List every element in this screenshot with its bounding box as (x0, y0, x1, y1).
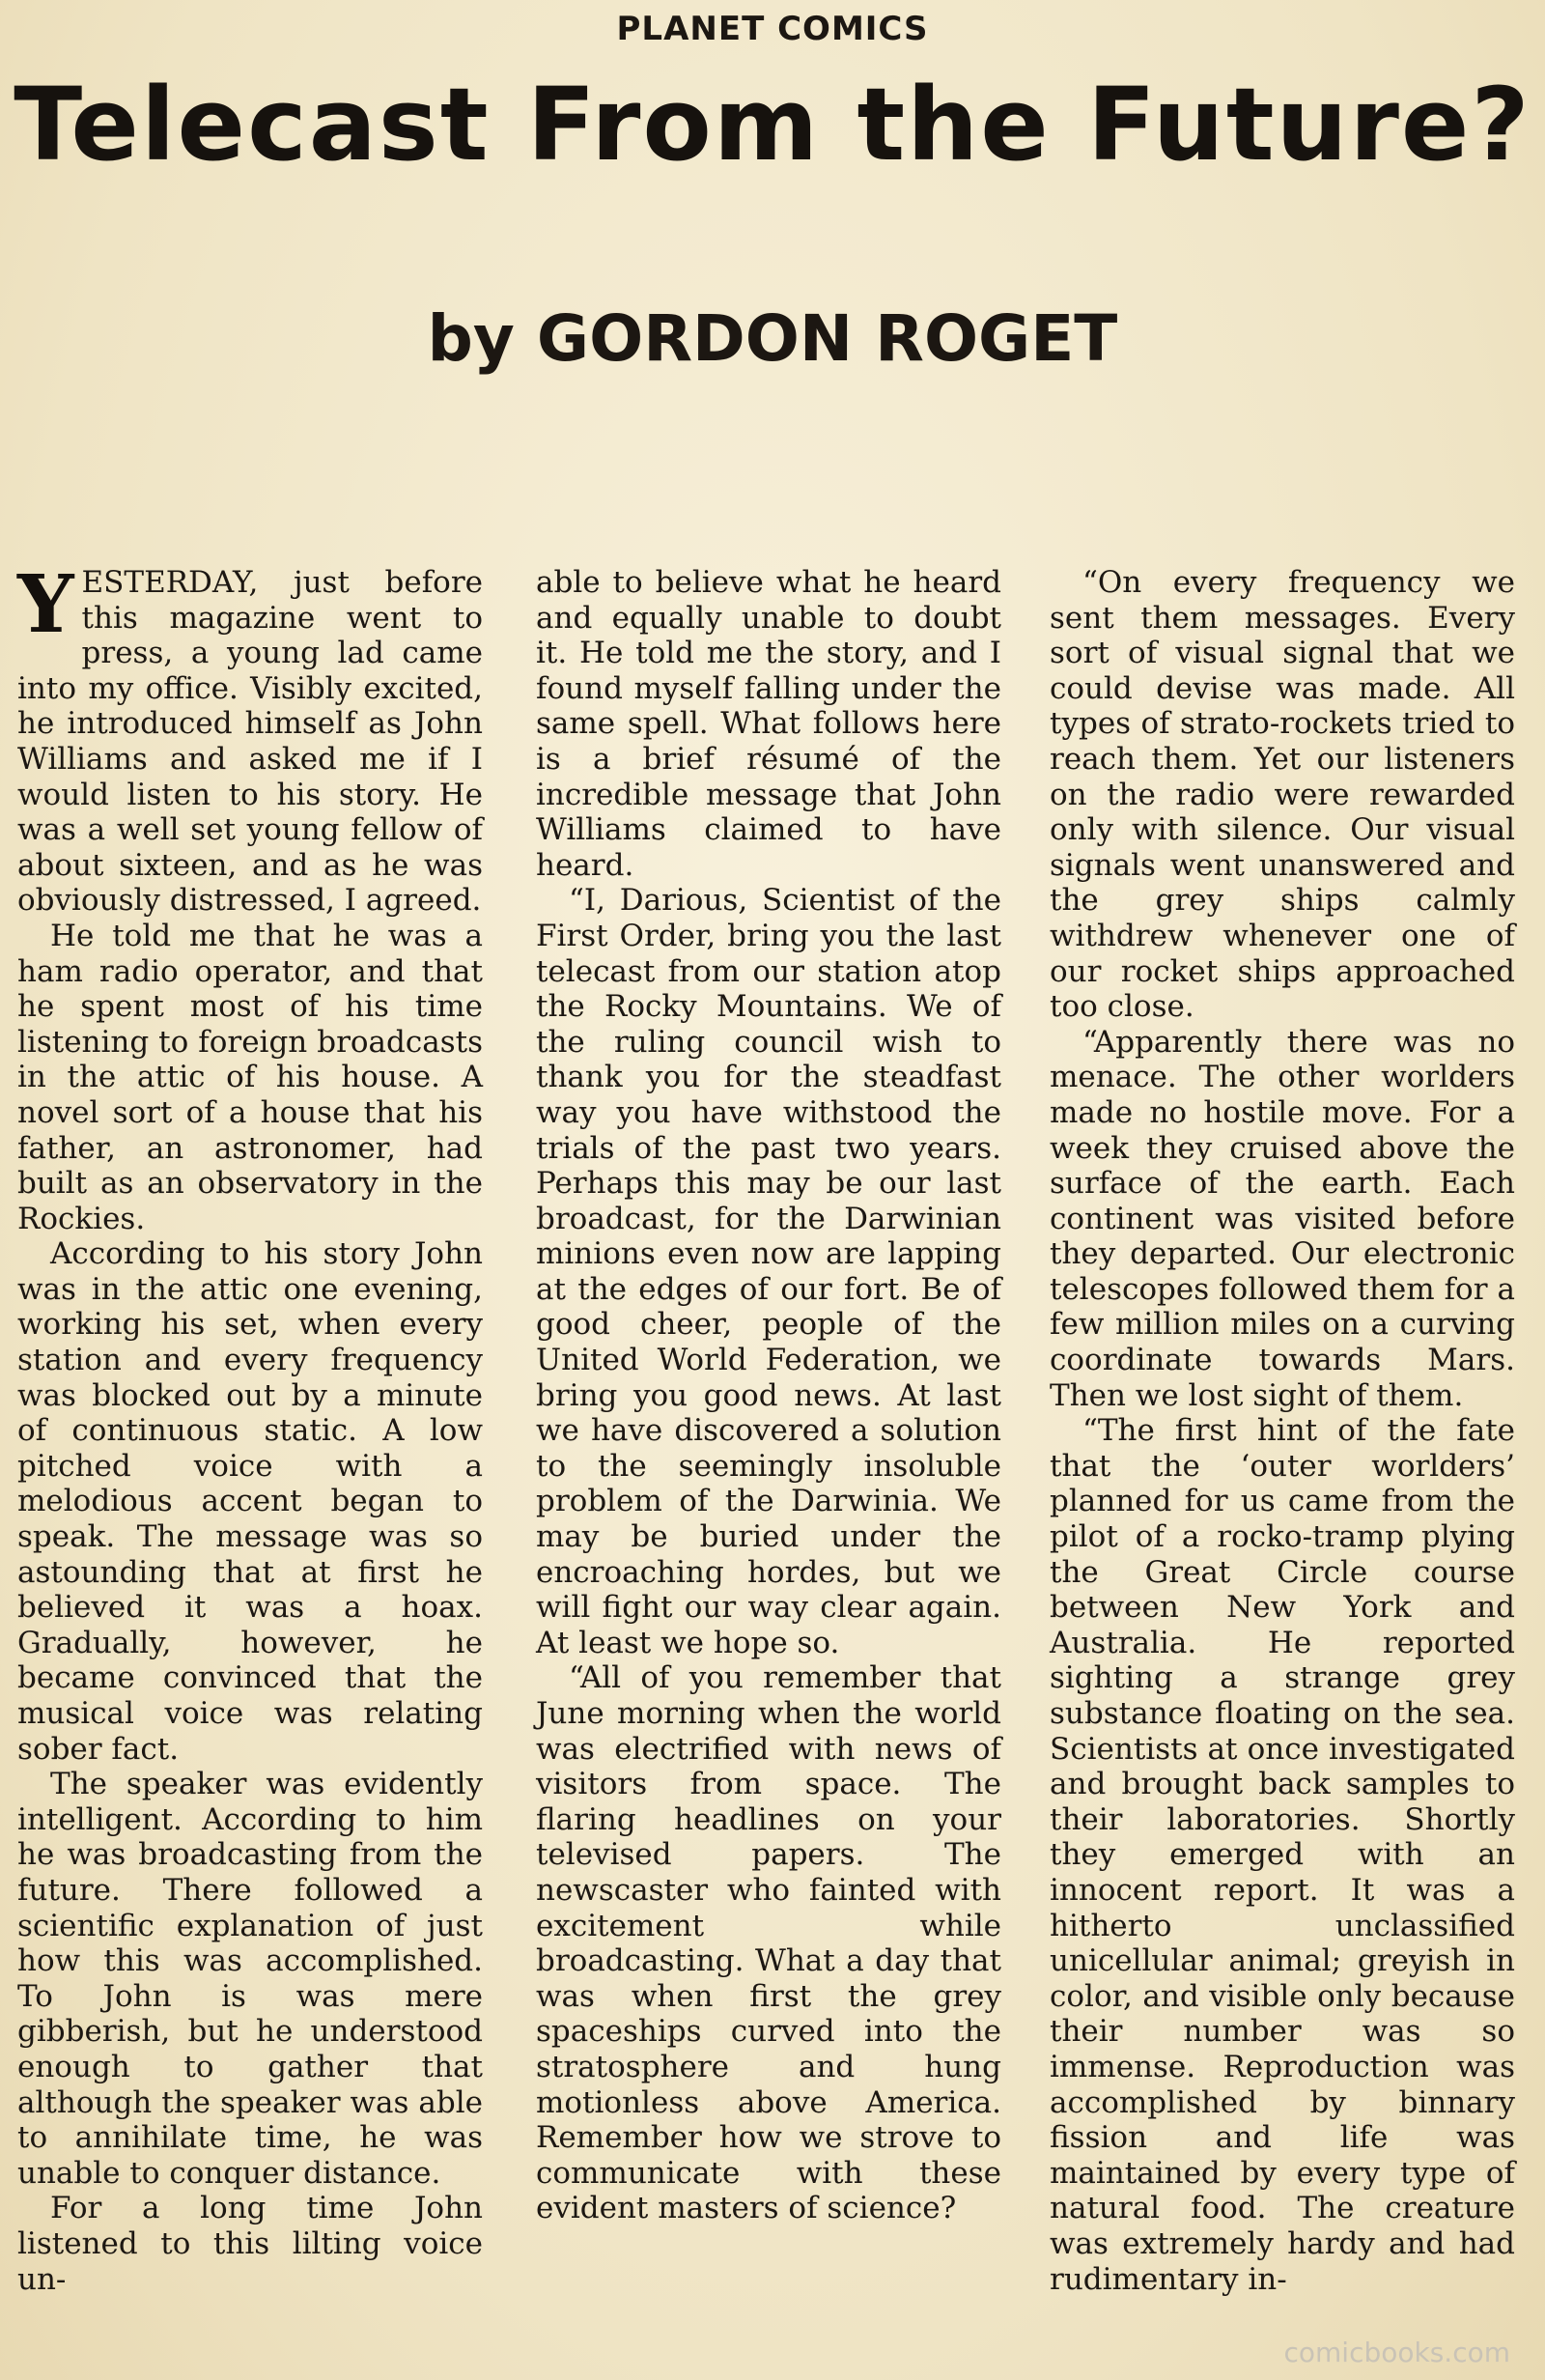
paragraph-text: ESTERDAY, just before this magazine went to press, a young lad came into my office. Visibly excited, he introduced himself as John Williams and asked me if I would listen to his story. He was a well set young fellow of about sixteen, and as he was obviously distressed, I agreed. (17, 565, 483, 919)
column-2 (536, 565, 1001, 2226)
paragraph: “All of you remember that June morning when the world was electrified with news of visitors from space. The flaring headlines on your televised papers. The newscaster who fainted with excitement while broadcasting. What a day that was when first the grey spaceships curved into the stratosphere and hung motionless above America. Remember how we strove to communicate with these evident masters of science? (536, 1660, 1001, 2226)
article-title: Telecast From the Future? (14, 66, 1531, 184)
magazine-name: PLANET COMICS (616, 10, 929, 48)
paragraph: “On every frequency we sent them messages. Every sort of visual signal that we could devise was made. All types of strato-rockets tried to reach them. Yet our listeners on the radio were rewarded only with silence. Our visual signals went unanswered and the grey ships calmly withdrew whenever one of our rocket ships approached too close. (1050, 565, 1515, 1025)
paragraph: “The first hint of the fate that the ‘outer worlders’ planned for us came from the pilot of a rocko-tramp plying the Great Circle course between New York and Australia. He reported sighting a strange grey substance floating on the sea. Scientists at once investigated and brought back samples to their laboratories. Shortly they emerged with an innocent report. It was a hitherto unclassified unicellular animal; greyish in color, and visible only because their number was so immense. Reproduction was accomplished by binnary fission and life was maintained by every type of natural food. The creature was extremely hardy and had rudimentary in- (1050, 1413, 1515, 2297)
paragraph: “Apparently there was no menace. The other worlders made no hostile move. For a week they cruised above the surface of the earth. Each continent was visited before they departed. Our electronic telescopes followed them for a few million miles on a curving coordinate towards Mars. Then we lost sight of them. (1050, 1024, 1515, 1413)
site-watermark: comicbooks.com (1283, 2337, 1510, 2368)
paragraph: able to believe what he heard and equally unable to doubt it. He told me the story, and I found myself falling under the same spell. What follows here is a brief résumé of the incredible message that John Williams claimed to have heard. (536, 565, 1001, 883)
byline: by GORDON ROGET (427, 301, 1118, 376)
drop-cap: Y (17, 558, 74, 651)
paragraph: The speaker was evidently intelligent. According to him he was broadcasting from the future. There followed a scientific explanation of just how this was accomplished. To John is was mere gibberish, but he understood enough to gather that although the speaker was able to annihilate time, he was unable to conquer distance. (17, 1767, 483, 2191)
paragraph: According to his story John was in the attic one evening, working his set, when every station and every frequency was blocked out by a minute of continuous static. A low pitched voice with a melodious accent began to speak. The message was so astounding that at first he believed it was a hoax. Gradually, however, he became convinced that the musical voice was relating sober fact. (17, 1236, 483, 1767)
paragraph: For a long time John listened to this lilting voice un- (17, 2191, 483, 2297)
paragraph: He told me that he was a ham radio operator, and that he spent most of his time listening to foreign broadcasts in the attic of his house. A novel sort of a house that his father, an astronomer, had built as an observatory in the Rockies. (17, 918, 483, 1236)
paragraph: “I, Darious, Scientist of the First Order, bring you the last telecast from our station atop the Rocky Mountains. We of the ruling council wish to thank you for the steadfast way you have withstood the trials of the past two years. Perhaps this may be our last broadcast, for the Darwinian minions even now are lapping at the edges of our fort. Be of good cheer, people of the United World Federation, we bring you good news. At last we have discovered a solution to the seemingly insoluble problem of the Darwinia. We may be buried under the encroaching hordes, but we will fight our way clear again. At least we hope so. (536, 883, 1001, 1660)
column-1 (17, 558, 483, 2297)
paragraph (17, 558, 483, 919)
column-3 (1050, 565, 1515, 2297)
